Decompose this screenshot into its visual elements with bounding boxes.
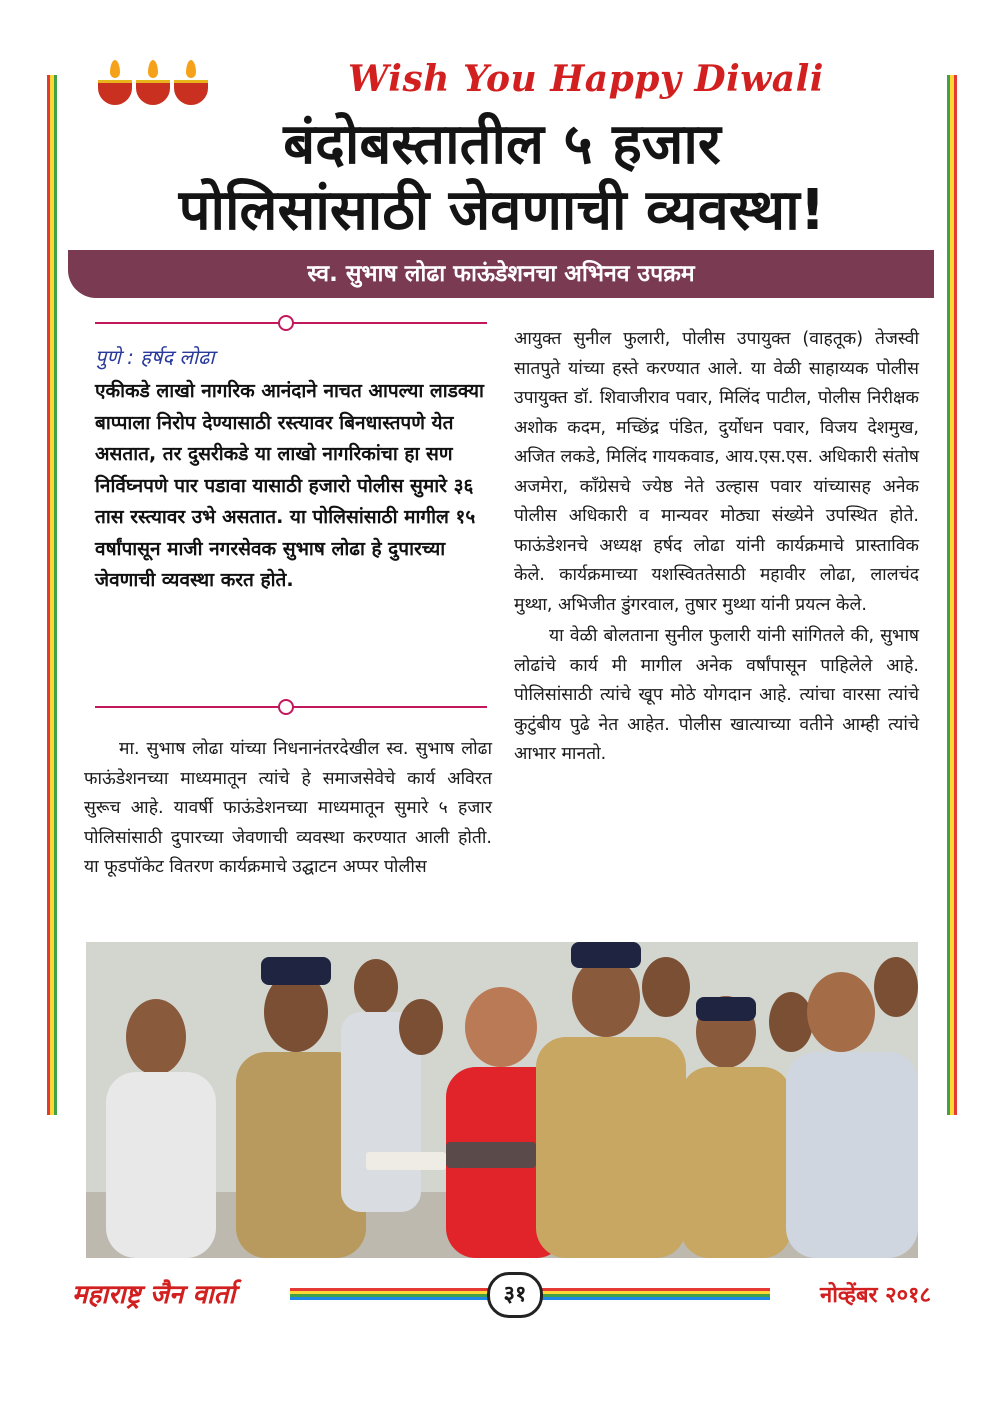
lead-paragraph: एकीकडे लाखो नागरिक आनंदाने नाचत आपल्या लाडक्या बाप्पाला निरोप देण्यासाठी रस्त्यावर बिनधास्तपणे येत असतात, तर दुसरीकडे या लाखो नागरिकांचा हा सण निर्विघ्नपणे पार पडावा यासाठी हजारो पोलीस सुमारे ३६ तास रस्त्यावर उभे असतात. या पोलिसांसाठी मागील १५ वर्षांपासून माजी नगरसेवक सुभाष लोढा हे दुपारच्या जेवणाची व्यवस्था करत होते. bbox=[95, 380, 484, 591]
diya-icon bbox=[136, 60, 170, 106]
issue-date: नोव्हेंबर २०१८ bbox=[820, 1283, 931, 1308]
publication-name: महाराष्ट्र जैन वार्ता bbox=[72, 1280, 236, 1310]
diya-icon bbox=[174, 60, 208, 106]
body-paragraph-right-2: या वेळी बोलताना सुनील फुलारी यांनी सांगितले की, सुभाष लोढांचे कार्य मी मागील अनेक वर्षांपासून पाहिलेले आहे. पोलिसांसाठी त्यांचे खूप मोठे योगदान आहे. त्यांचा वारसा त्यांचे कुटुंबीय पुढे नेत आहेत. पोलीस खात्याच्या वतीने आम्ही त्यांचे आभार मानतो. bbox=[514, 626, 919, 764]
subheadline-bar: स्व. सुभाष लोढा फाऊंडेशनचा अभिनव उपक्रम bbox=[68, 250, 934, 298]
diya-lamps bbox=[98, 60, 208, 106]
page-number: ३१ bbox=[487, 1272, 543, 1318]
event-photo bbox=[86, 942, 918, 1258]
byline: पुणे : हर्षद लोढा bbox=[95, 345, 215, 369]
ornament-icon bbox=[278, 699, 294, 715]
diya-icon bbox=[98, 60, 132, 106]
left-rainbow-border bbox=[47, 75, 57, 1115]
headline-line-2: पोलिसांसाठी जेवणाची व्यवस्था! bbox=[178, 178, 826, 243]
ornament-icon bbox=[278, 315, 294, 331]
right-rainbow-border bbox=[947, 75, 957, 1115]
body-paragraph-left: मा. सुभाष लोढा यांच्या निधनानंतरदेखील स्व. सुभाष लोढा फाऊंडेशनच्या माध्यमातून त्यांचे हे समाजसेवेचे कार्य अविरत सुरूच आहे. यावर्षी फाऊंडेशनच्या माध्यमातून सुमारे ५ हजार पोलिसांसाठी दुपारच्या जेवणाची व्यवस्था करण्यात आली होती. या फूडपॉकेट वितरण कार्यक्रमाचे उद्घाटन अप्पर पोलीस bbox=[84, 739, 492, 877]
headline bbox=[70, 112, 934, 244]
body-right-column bbox=[514, 325, 919, 770]
diwali-greeting: Wish You Happy Diwali bbox=[348, 58, 824, 100]
headline-line-1: बंदोबस्तातील ५ हजार bbox=[283, 112, 721, 177]
body-paragraph-right-1: आयुक्त सुनील फुलारी, पोलीस उपायुक्त (वाहतूक) तेजस्वी सातपुते यांच्या हस्ते करण्यात आले. या वेळी साहाय्यक पोलीस उपायुक्त डॉ. शिवाजीराव पवार, मिलिंद पाटील, पोलीस निरीक्षक अशोक कदम, मच्छिंद्र पंडित, दुर्योधन पवार, विजय देशमुख, अजित लकडे, मिलिंद गायकवाड, आय.एस.एस. अधिकारी संतोष अजमेरा, काँग्रेसचे ज्येष्ठ नेते उल्हास पवार यांच्यासह अनेक पोलीस अधिकारी व मान्यवर मोठ्या संख्येने उपस्थित होते. फाऊंडेशनचे अध्यक्ष हर्षद लोढा यांनी कार्यक्रमाचे प्रास्ताविक केले. कार्यक्रमाच्या यशस्विततेसाठी महावीर लोढा, लालचंद मुथ्था, अभिजीत डुंगरवाल, तुषार मुथ्था यांनी प्रयत्न केले. bbox=[514, 329, 919, 615]
